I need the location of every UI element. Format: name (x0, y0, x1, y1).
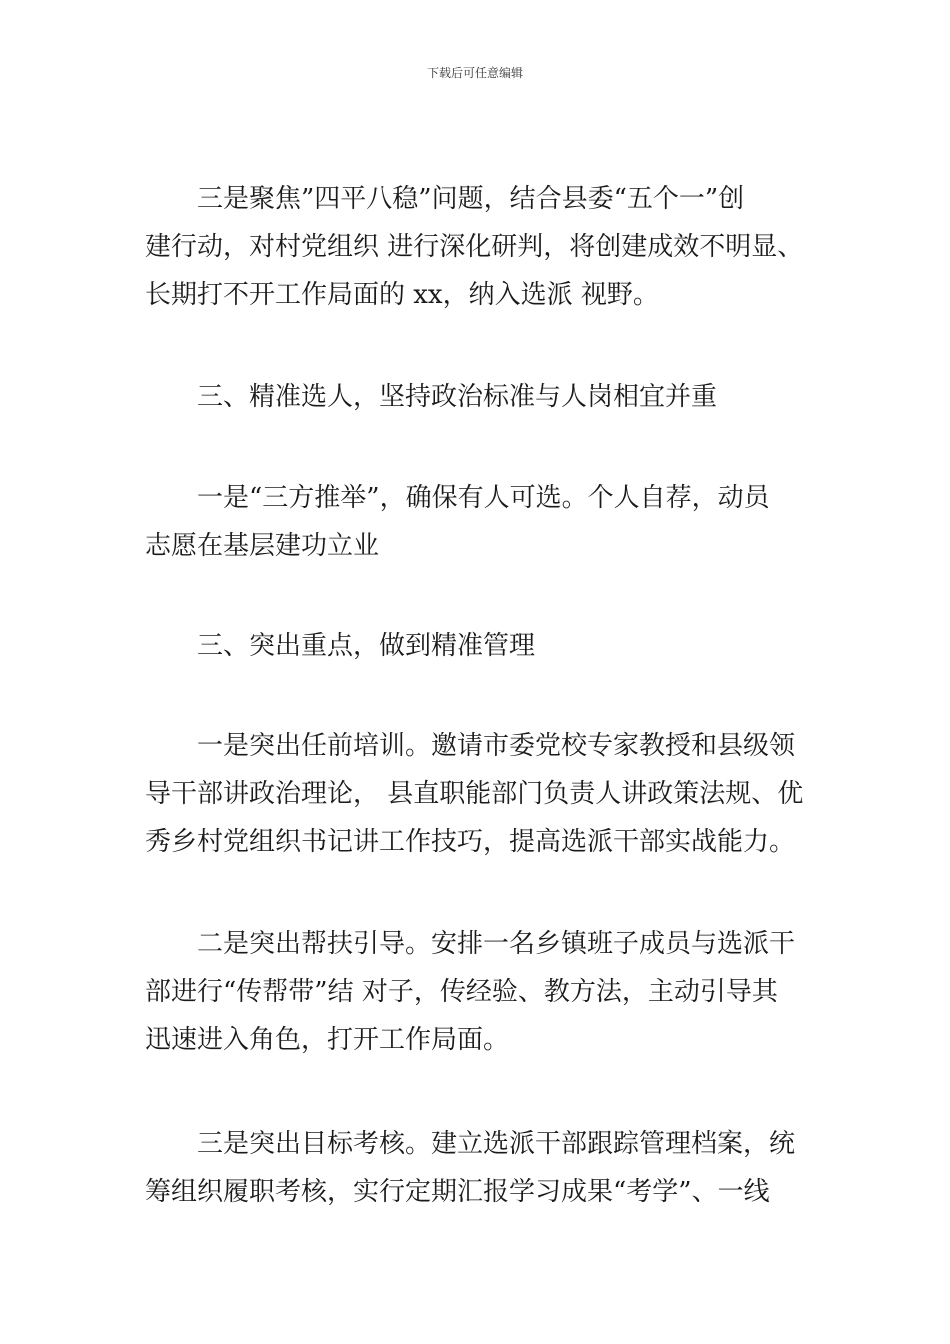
paragraph-2-line-1: 一是“三方推举”，确保有人可选。个人自荐，动员 (197, 483, 770, 513)
paragraph-4 (145, 920, 815, 1064)
paragraph-1 (145, 175, 815, 319)
header-note: 下载后可任意编辑 (426, 66, 523, 80)
paragraph-5-line-2: 筹组织履职考核，实行定期汇报学习成果“考学”、一线 (145, 1177, 770, 1207)
paragraph-1-line-3: 长期打不开工作局面的 xx，纳入选派 视野。 (145, 280, 659, 310)
paragraph-3-line-2: 导干部讲政治理论， 县直职能部门负责人讲政策法规、优 (145, 779, 804, 809)
paragraph-5-line-1: 三是突出目标考核。建立选派干部跟踪管理档案，统 (197, 1129, 796, 1159)
paragraph-1-line-1: 三是聚焦”四平八稳”问题，结合县委“五个一”创 (197, 184, 745, 214)
paragraph-4-line-3: 迅速进入角色，打开工作局面。 (145, 1025, 510, 1055)
paragraph-4-line-1: 二是突出帮扶引导。安排一名乡镇班子成员与选派干 (197, 929, 796, 959)
paragraph-2-line-2: 志愿在基层建功立业 (145, 531, 380, 561)
paragraph-4-line-2: 部进行“传帮带”结 对子，传经验、教方法，主动引导其 (145, 977, 778, 1007)
paragraph-5 (145, 1120, 815, 1216)
paragraph-3-line-3: 秀乡村党组织书记讲工作技巧，提高选派干部实战能力。 (145, 827, 796, 857)
paragraph-2 (145, 474, 815, 570)
section-heading-1: 三、精准选人，坚持政治标准与人岗相宜并重 (197, 382, 718, 412)
paragraph-1-line-2: 建行动，对村党组织 进行深化研判，将创建成效不明显、 (145, 232, 804, 262)
paragraph-3-line-1: 一是突出任前培训。邀请市委党校专家教授和县级领 (197, 731, 796, 761)
section-heading-2: 三、突出重点，做到精准管理 (197, 631, 536, 661)
paragraph-3 (145, 722, 815, 866)
